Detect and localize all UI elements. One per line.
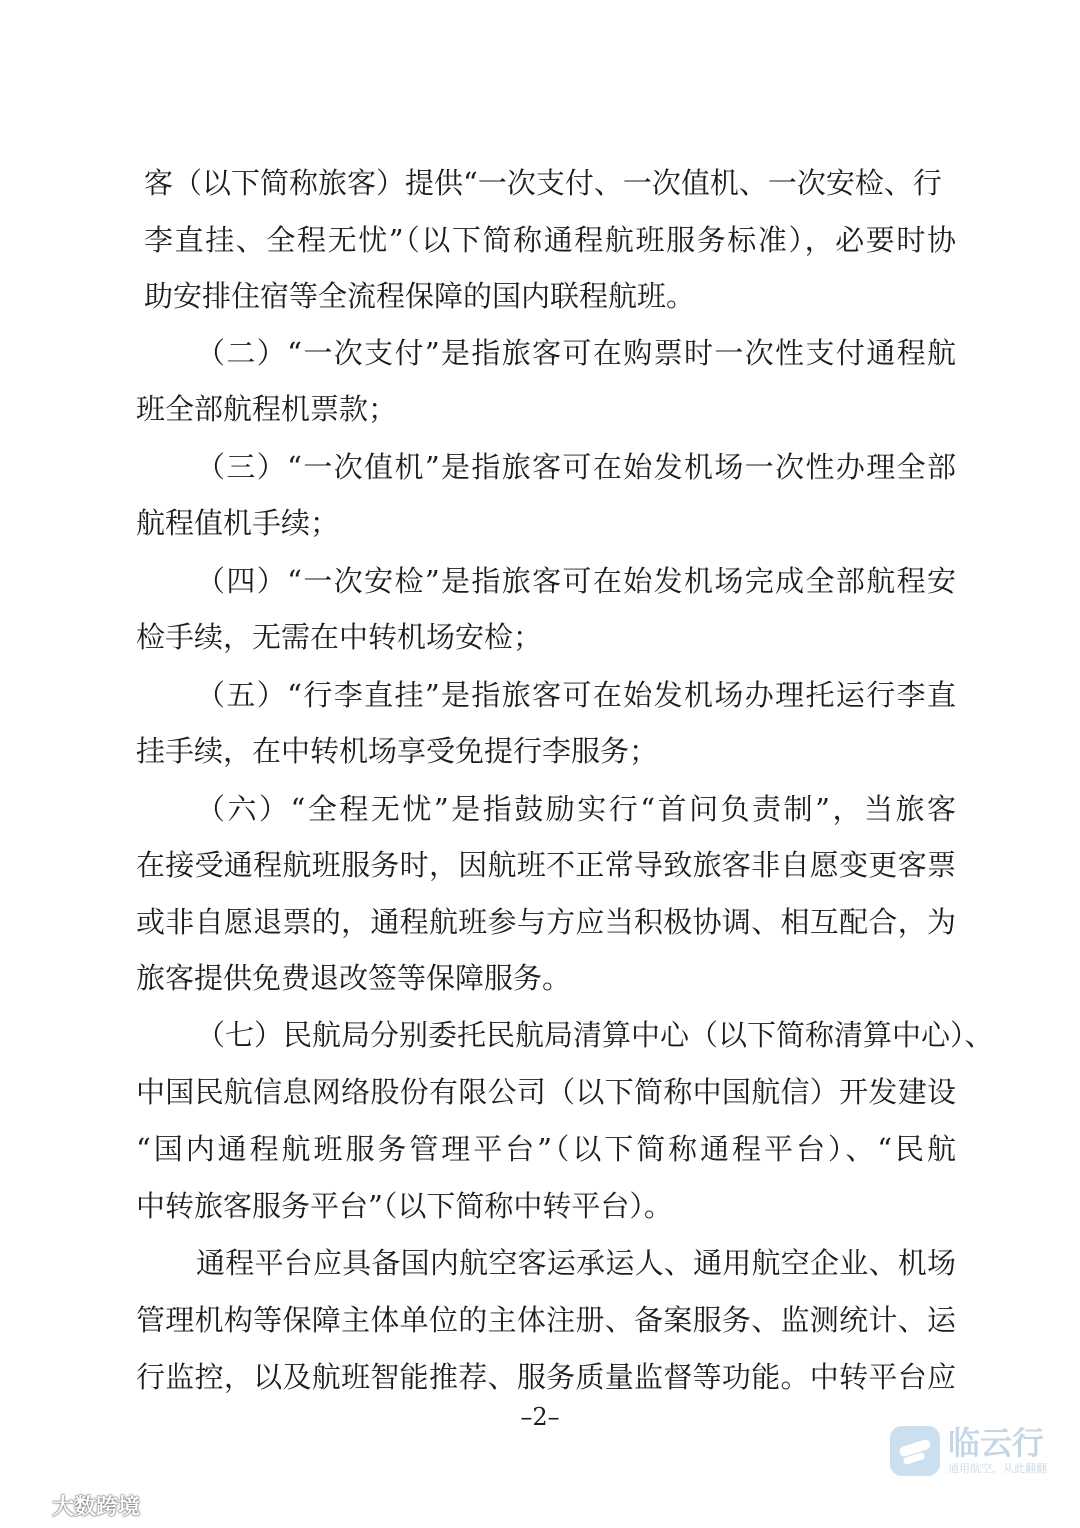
text-line: （六）“全程无忧”是指鼓励实行“首问负责制”，当旅客 bbox=[196, 792, 956, 826]
text-line: 中国民航信息网络股份有限公司（以下简称中国航信）开发建设 bbox=[136, 1075, 956, 1109]
text-line: 检手续，无需在中转机场安检； bbox=[136, 620, 543, 654]
plane-logo-icon bbox=[890, 1426, 940, 1476]
text-line: （四）“一次安检”是指旅客可在始发机场完成全部航程安 bbox=[196, 564, 956, 598]
watermark-title: 临云行 bbox=[948, 1424, 1045, 1462]
text-line: （二）“一次支付”是指旅客可在购票时一次性支付通程航 bbox=[196, 336, 956, 370]
text-line: 或非自愿退票的，通程航班参与方应当积极协调、相互配合，为 bbox=[136, 905, 956, 939]
text-line: 班全部航程机票款； bbox=[136, 392, 398, 426]
text-line: 助安排住宿等全流程保障的国内联程航班。 bbox=[144, 279, 696, 313]
text-line: 行监控，以及航班智能推荐、服务质量监督等功能。中转平台应 bbox=[136, 1360, 956, 1394]
text-line: 客（以下简称旅客）提供“一次支付、一次值机、一次安检、行 bbox=[144, 166, 942, 200]
wechat-icon bbox=[8, 1497, 48, 1519]
text-line: 在接受通程航班服务时，因航班不正常导致旅客非自愿变更客票 bbox=[136, 848, 956, 882]
text-line: （七）民航局分别委托民航局清算中心（以下简称清算中心）、 bbox=[196, 1018, 994, 1052]
text-line: 李直挂、全程无忧”（以下简称通程航班服务标准），必要时协 bbox=[144, 223, 956, 257]
text-line: 航程值机手续； bbox=[136, 506, 340, 540]
text-line: （五）“行李直挂”是指旅客可在始发机场办理托运行李直 bbox=[196, 678, 956, 712]
text-line: 中转旅客服务平台”（以下简称中转平台）。 bbox=[136, 1189, 673, 1223]
text-line: （三）“一次值机”是指旅客可在始发机场一次性办理全部 bbox=[196, 450, 956, 484]
watermark-subtitle: 通用航空，从此翻翻 bbox=[948, 1462, 1047, 1475]
watermark-source bbox=[8, 1494, 140, 1522]
watermark-source-label: 大数跨境 bbox=[52, 1495, 141, 1520]
text-line: “国内通程航班服务管理平台”（以下简称通程平台）、“民航 bbox=[136, 1132, 956, 1166]
text-line: 管理机构等保障主体单位的主体注册、备案服务、监测统计、运 bbox=[136, 1303, 956, 1337]
text-line: 旅客提供免费退改签等保障服务。 bbox=[136, 961, 572, 995]
watermark-logo bbox=[890, 1422, 1060, 1482]
text-line: 挂手续，在中转机场享受免提行李服务； bbox=[136, 734, 659, 768]
page-number: –2– bbox=[520, 1403, 560, 1431]
text-line: 通程平台应具备国内航空客运承运人、通用航空企业、机场 bbox=[196, 1246, 956, 1280]
